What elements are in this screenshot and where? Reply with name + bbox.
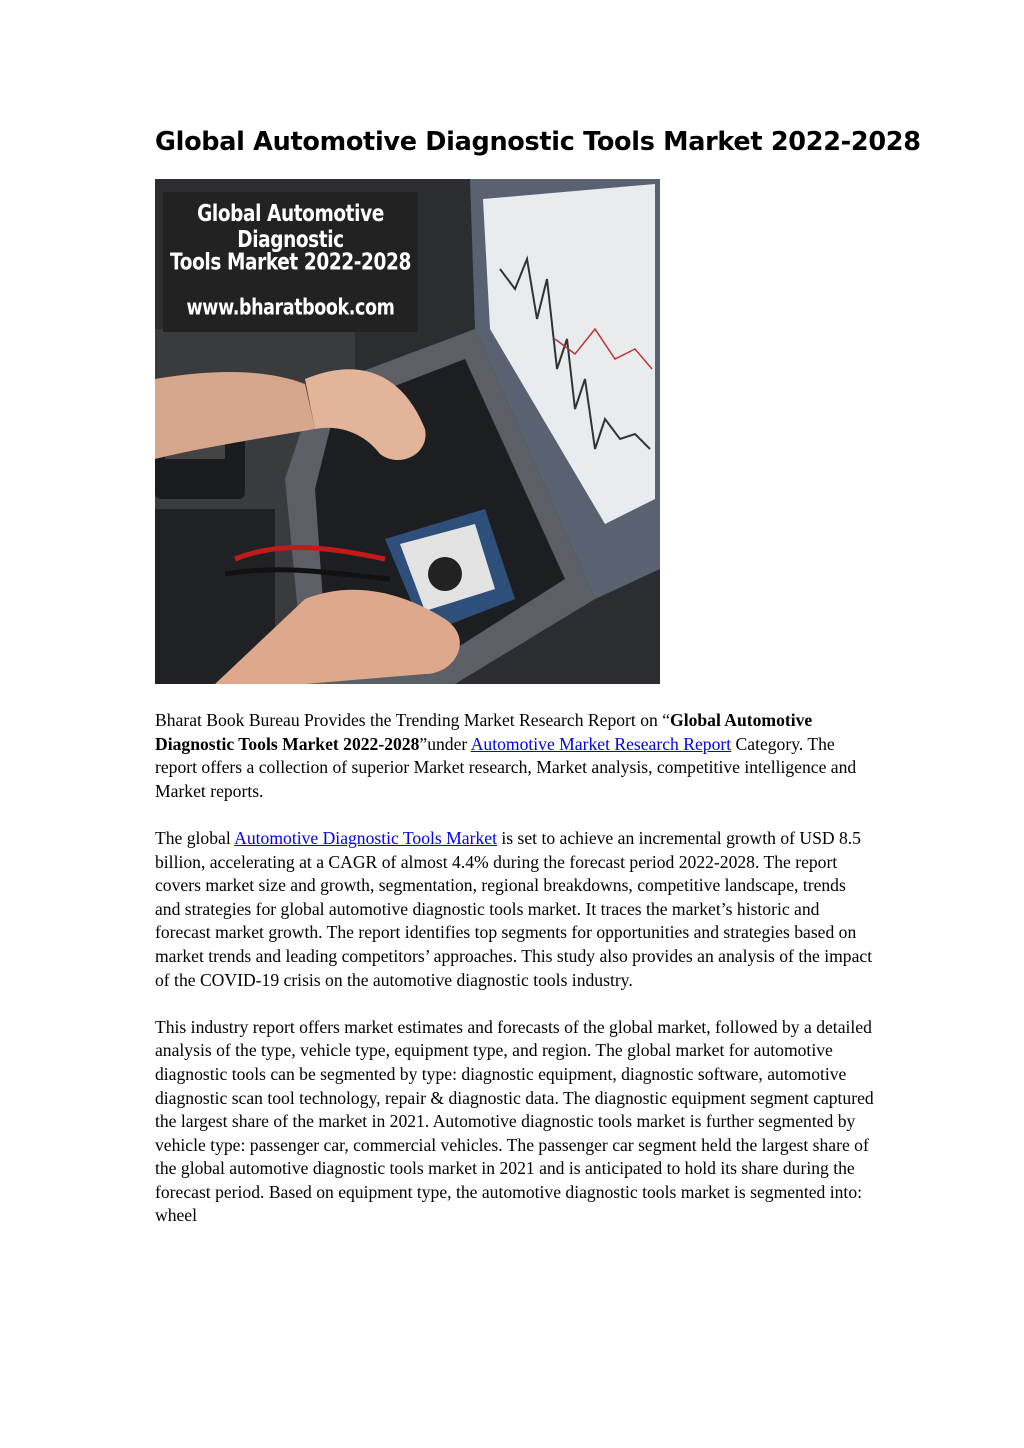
diagnostic-tools-market-link[interactable]: Automotive Diagnostic Tools Market bbox=[234, 827, 497, 848]
banner-url: www.bharatbook.com bbox=[186, 295, 395, 321]
article-body bbox=[155, 709, 875, 1252]
paragraph-intro-text1: Bharat Book Bureau Provides the Trending Market Research Report on “ bbox=[155, 710, 671, 730]
paragraph-intro bbox=[155, 709, 875, 803]
banner-line1: Global Automotive Diagnostic bbox=[197, 200, 384, 254]
hero-banner bbox=[163, 192, 418, 332]
report-title-bold: Global Automotive Diagnostic Tools Market 2022-2028 bbox=[155, 710, 813, 754]
paragraph-overview-text2: is set to achieve an incremental growth of USD 8.5 billion, accelerating at a CAGR of almost 4.4% during the forecast period 2022-2028. The report covers market size and growth, segmentation, regional breakdowns, competitive landscape, trends and strategies for global automotive diagnostic tools market. It traces the market’s historic and forecast market growth. The report identifies top segments for opportunities and strategies based on market trends and leading competitors’ approaches. This study also provides an analysis of the impact of the COVID-19 crisis on the automotive diagnostic tools industry. bbox=[155, 827, 873, 990]
paragraph-overview-text1: The global bbox=[155, 827, 235, 848]
paragraph-intro-text2: ”under bbox=[419, 733, 471, 754]
page-title: Global Automotive Diagnostic Tools Market 2022-2028 bbox=[155, 127, 921, 157]
hero-image bbox=[155, 179, 660, 684]
banner-line2: Tools Market 2022-2028 bbox=[170, 249, 411, 276]
paragraph-market-overview bbox=[155, 827, 875, 992]
paragraph-segmentation: This industry report offers market estimates and forecasts of the global market, followed by a detailed analysis of the type, vehicle type, equipment type, and region. The global market for automotive diagnostic tools can be segmented by type: diagnostic equipment, diagnostic software, automotive diagnostic scan tool technology, repair & diagnostic data. The diagnostic equipment segment captured the largest share of the market in 2021. Automotive diagnostic tools market is further segmented by vehicle type: passenger car, commercial vehicles. The passenger car segment held the largest share of the global automotive diagnostic tools market in 2021 and is anticipated to hold its share during the forecast period. Based on equipment type, the automotive diagnostic tools market is segmented into: wheel bbox=[155, 1016, 874, 1226]
paragraph-intro-text3: Category. The report offers a collection of superior Market research, Market analysis, competitive intelligence and Market reports. bbox=[155, 733, 857, 801]
automotive-market-report-link[interactable]: Automotive Market Research Report bbox=[470, 733, 732, 754]
